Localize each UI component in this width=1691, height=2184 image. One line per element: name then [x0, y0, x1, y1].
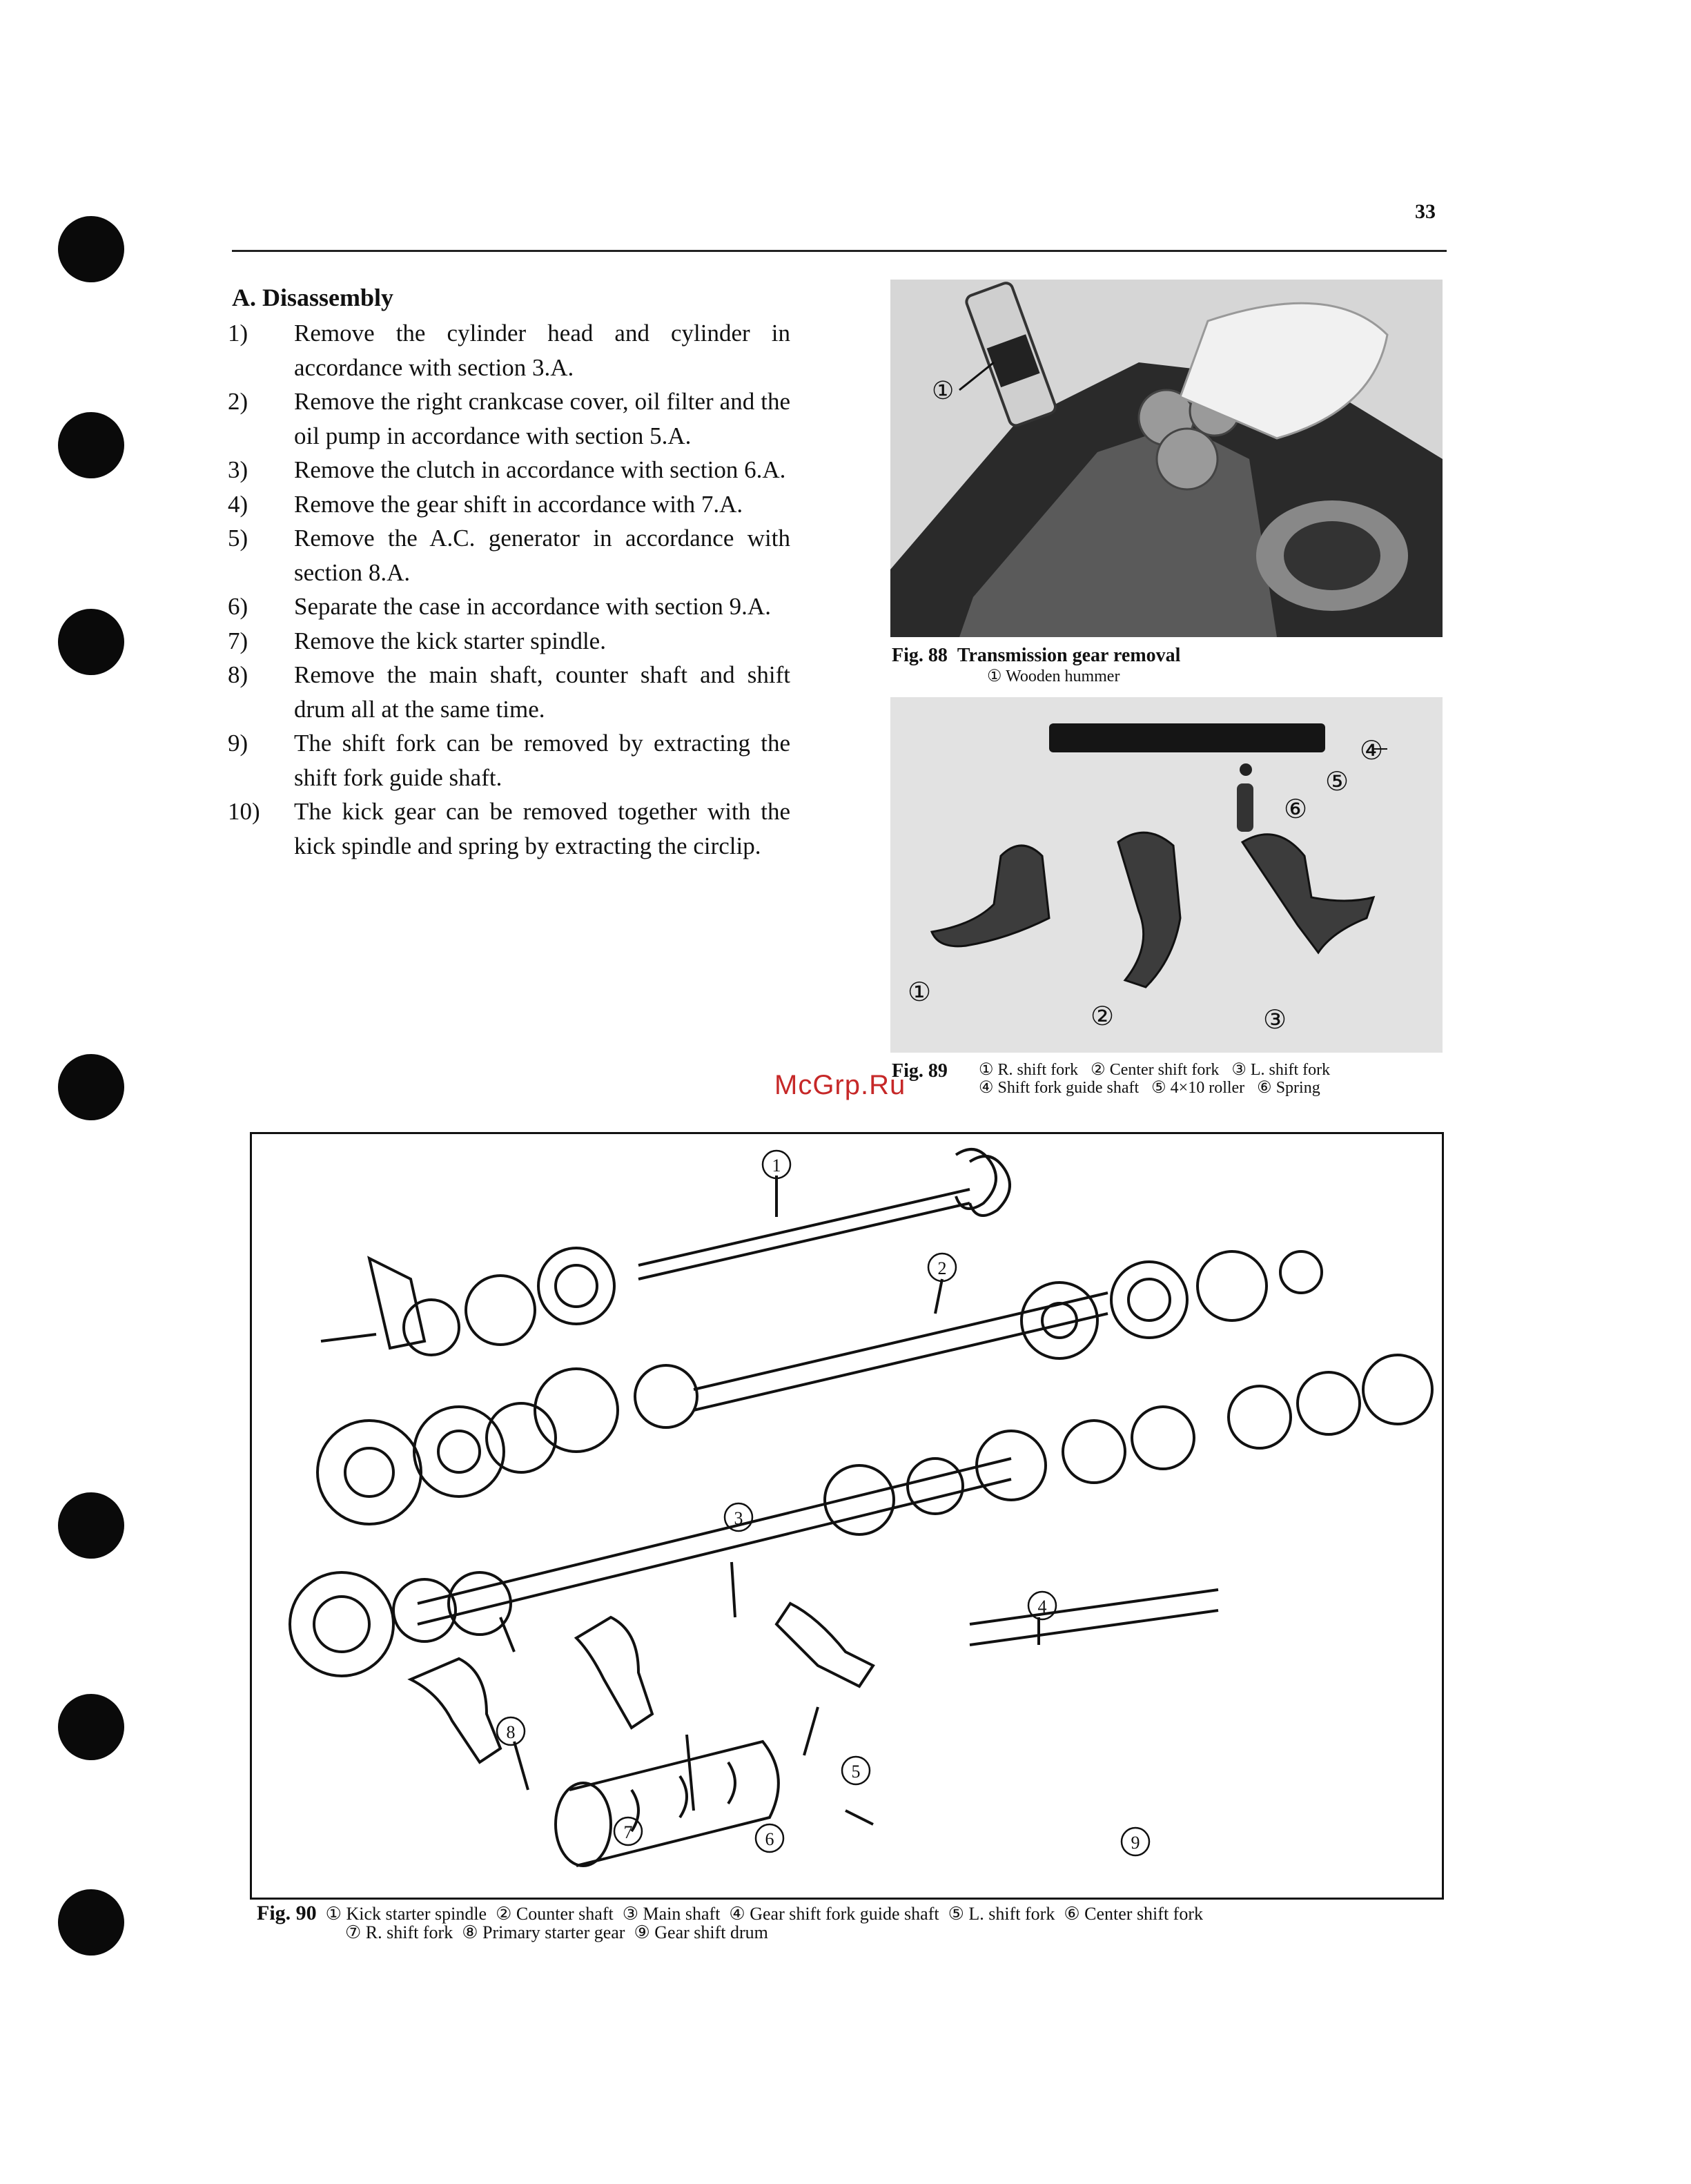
fig90-callout-4: 4 [1037, 1597, 1047, 1617]
step-text: Remove the A.C. generator in accordance with section 8.A. [294, 525, 790, 586]
binder-hole [58, 216, 124, 282]
fig88-photo [890, 280, 1443, 637]
fig90-callout-9: 9 [1131, 1833, 1140, 1853]
fig90-line2: ⑦ R. shift fork ⑧ Primary starter gear ⑨ Gear shift drum [345, 1922, 768, 1942]
binder-hole [58, 1492, 124, 1559]
fig90-callout-1: 1 [772, 1156, 781, 1176]
step-number: 5) [228, 525, 248, 552]
step-number: 8) [228, 661, 248, 688]
step-number: 3) [228, 456, 248, 483]
step-item [228, 384, 790, 453]
fig88-label: Fig. 88 [892, 645, 948, 666]
binder-hole [58, 412, 124, 478]
step-number: 7) [228, 627, 248, 654]
step-text: Remove the main shaft, counter shaft and shift drum all at the same time. [294, 661, 790, 723]
fig90-callout-6: 6 [765, 1829, 774, 1849]
fig89-callout-6: ⑥ [1284, 795, 1308, 824]
step-item [228, 794, 790, 863]
step-number: 1) [228, 320, 248, 347]
step-item [228, 726, 790, 794]
step-item [228, 589, 790, 624]
fig89-callout-3: ③ [1263, 1006, 1287, 1035]
step-text: Remove the cylinder head and cylinder in accordance with section 3.A. [294, 320, 790, 381]
fig88-title: Transmission gear removal [957, 645, 1181, 666]
step-number: 2) [228, 388, 248, 415]
fig90-callout-5: 5 [851, 1762, 861, 1782]
step-text: The shift fork can be removed by extracting the shift fork guide shaft. [294, 730, 790, 791]
step-item [228, 453, 790, 487]
step-number: 6) [228, 593, 248, 620]
step-text: Separate the case in accordance with section 9.A. [294, 593, 771, 620]
step-item [228, 624, 790, 659]
fig90-diagram [250, 1132, 1444, 1900]
binder-hole [58, 1889, 124, 1956]
fig88-caption [892, 645, 1180, 666]
fig89-callout-4: ④ [1360, 737, 1384, 766]
step-text: The kick gear can be removed together with the kick spindle and spring by extracting the circlip. [294, 798, 790, 859]
fig90-label: Fig. 90 [257, 1902, 317, 1924]
fig90-callout-3: 3 [734, 1508, 743, 1528]
disassembly-steps [228, 316, 790, 863]
step-number: 4) [228, 490, 248, 518]
page-number: 33 [1415, 200, 1436, 223]
step-text: Remove the clutch in accordance with section 6.A. [294, 456, 786, 483]
fig89-label: Fig. 89 [892, 1060, 948, 1082]
fig89-callout-2: ② [1091, 1002, 1115, 1031]
step-item [228, 658, 790, 726]
watermark: McGrp.Ru [774, 1070, 906, 1100]
step-item [228, 487, 790, 522]
fig89-callout-1: ① [908, 978, 932, 1007]
fig89-line1: ① R. shift fork ② Center shift fork ③ L. shift fork [979, 1061, 1331, 1079]
header-rule [232, 250, 1447, 252]
fig90-line1: ① Kick starter spindle ② Counter shaft ③ Main shaft ④ Gear shift fork guide shaft ⑤ L. shift fork ⑥ Center shift fork [325, 1904, 1203, 1924]
fig90-caption [257, 1904, 1203, 1923]
step-number: 9) [228, 730, 248, 757]
step-text: Remove the right crankcase cover, oil filter and the oil pump in accordance with section 5.A. [294, 388, 790, 449]
binder-hole [58, 1054, 124, 1120]
fig90-callout-8: 8 [506, 1722, 516, 1742]
fig88-items: ① Wooden hummer [987, 667, 1120, 685]
fig89-line2: ④ Shift fork guide shaft ⑤ 4×10 roller ⑥ Spring [979, 1079, 1320, 1097]
binder-hole [58, 1694, 124, 1760]
fig90-callout-7: 7 [623, 1822, 633, 1842]
step-text: Remove the gear shift in accordance with 7.A. [294, 490, 743, 518]
fig88-callout-1: ① [932, 377, 955, 404]
binder-hole [58, 609, 124, 675]
step-text: Remove the kick starter spindle. [294, 627, 606, 654]
section-title: A. Disassembly [232, 284, 394, 311]
fig89-callout-5: ⑤ [1325, 768, 1349, 797]
step-item [228, 521, 790, 589]
step-number: 10) [228, 798, 260, 825]
fig90-callout-2: 2 [937, 1258, 947, 1278]
step-item [228, 316, 790, 384]
fig89-photo [890, 697, 1443, 1053]
